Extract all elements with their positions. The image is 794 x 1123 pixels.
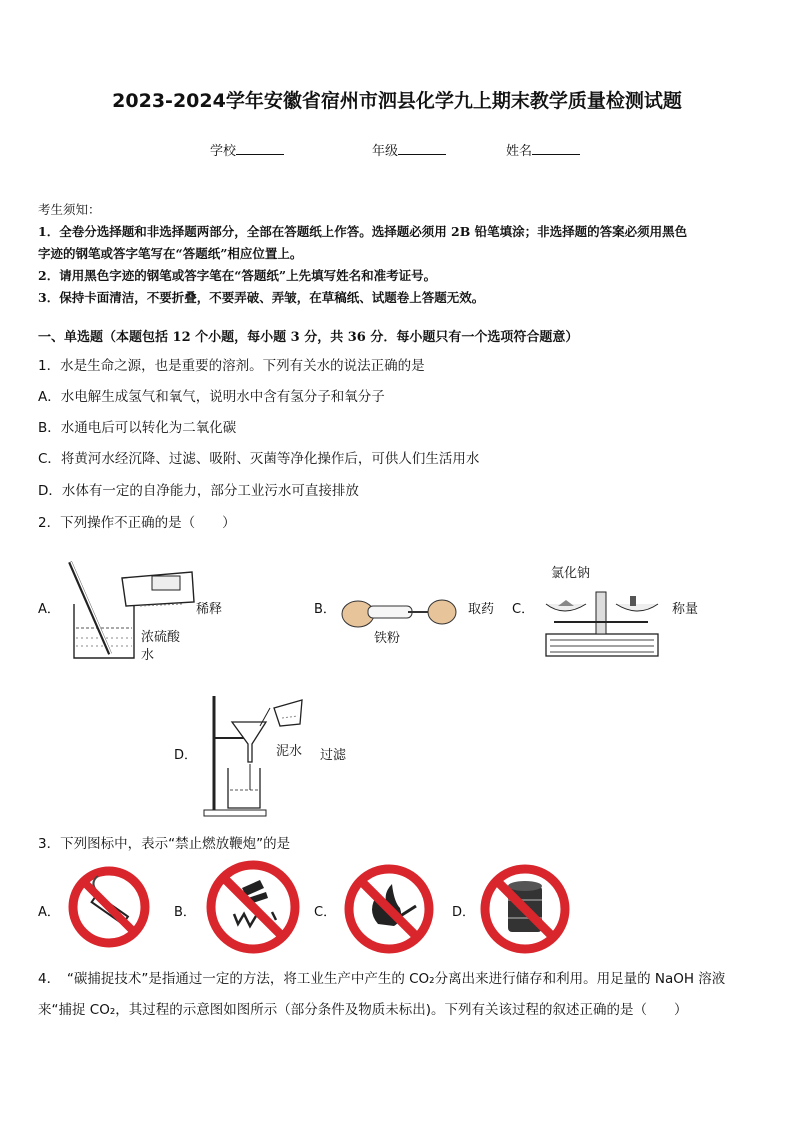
q2-b-letter: B． xyxy=(314,602,336,617)
q1-option-d: D．水体有一定的自净能力，部分工业污水可直接排放 xyxy=(38,483,359,499)
notice-item: 3．保持卡面清洁，不要折叠，不要弄破、弄皱，在草稿纸、试题卷上答题无效。 xyxy=(38,290,485,305)
no-smoking-sign-icon xyxy=(66,864,152,950)
school-blank xyxy=(236,142,284,155)
q3-stem: 3．下列图标中，表示“禁止燃放鞭炮”的是 xyxy=(38,836,291,852)
q2-stem: 2．下列操作不正确的是（ ） xyxy=(38,515,236,531)
q2-c-label-nacl: 氯化钠 xyxy=(551,566,591,581)
q2-a-label-dilute: 稀释 xyxy=(196,602,223,617)
grade-blank xyxy=(398,142,446,155)
name-label: 姓名 xyxy=(506,144,533,159)
q2-d-label-mud: 泥水 xyxy=(276,744,303,759)
q2-a-label-water: 水 xyxy=(141,648,155,663)
no-open-flame-sign-icon xyxy=(342,862,436,956)
q2-c-letter: C． xyxy=(512,602,535,617)
q4-line-2: 来“捕捉 CO₂，其过程的示意图如图所示（部分条件及物质未标出)。下列有关该过程的叙述正确的是（ ） xyxy=(38,1002,688,1018)
name-blank xyxy=(532,142,580,155)
page-title: 2023-2024学年安徽省宿州市泗县化学九上期末教学质量检测试题 xyxy=(112,90,682,112)
q2-a-label-acid: 浓硫酸 xyxy=(141,630,181,645)
q1-stem: 1．水是生命之源，也是重要的溶剂。下列有关水的说法正确的是 xyxy=(38,358,425,374)
notice-block xyxy=(38,199,758,309)
q3-c-letter: C． xyxy=(314,905,337,920)
grade-label: 年级 xyxy=(372,144,399,159)
section-heading: 一、单选题（本题包括 12 个小题，每小题 3 分，共 36 分．每小题只有一个选项符合题意） xyxy=(38,330,579,345)
q2-a-letter: A． xyxy=(38,602,60,617)
q2-d-letter: D． xyxy=(174,748,198,763)
notice-item: 字迹的钢笔或答字笔写在“答题纸”相应位置上。 xyxy=(38,246,303,261)
grade-field xyxy=(372,140,446,159)
q3-d-letter: D． xyxy=(452,905,476,920)
q1-option-a: A．水电解生成氢气和氧气，说明水中含有氢分子和氧分子 xyxy=(38,389,385,405)
school-label: 学校 xyxy=(210,144,237,159)
notice-item: 1．全卷分选择题和非选择题两部分，全部在答题纸上作答。选择题必须用 2B 铅笔填涂；非选择题的答案必须用黑色 xyxy=(38,224,688,239)
q2-c-label-weigh: 称量 xyxy=(672,602,699,617)
q1-option-c: C．将黄河水经沉降、过滤、吸附、灭菌等净化操作后，可供人们生活用水 xyxy=(38,451,480,467)
q3-a-letter: A． xyxy=(38,905,60,920)
q2-b-label-iron: 铁粉 xyxy=(374,631,401,646)
q1-option-b: B．水通电后可以转化为二氧化碳 xyxy=(38,420,237,436)
notice-heading: 考生须知： xyxy=(38,202,101,217)
notice-item: 2．请用黑色字迹的钢笔或答字笔在“答题纸”上先填写姓名和准考证号。 xyxy=(38,268,437,283)
school-field xyxy=(210,140,284,159)
q2-b-label-take: 取药 xyxy=(468,602,495,617)
balance-figure xyxy=(540,578,666,660)
q3-b-letter: B． xyxy=(174,905,196,920)
no-firecrackers-sign-icon xyxy=(204,858,302,956)
q2-d-label-filter: 过滤 xyxy=(320,748,347,763)
no-flammable-barrel-sign-icon xyxy=(478,862,572,956)
q4-line-1: 4． “碳捕捉技术”是指通过一定的方法，将工业生产中产生的 CO₂分离出来进行储存和利用。用足量的 NaOH 溶液 xyxy=(38,971,726,987)
name-field xyxy=(506,140,580,159)
